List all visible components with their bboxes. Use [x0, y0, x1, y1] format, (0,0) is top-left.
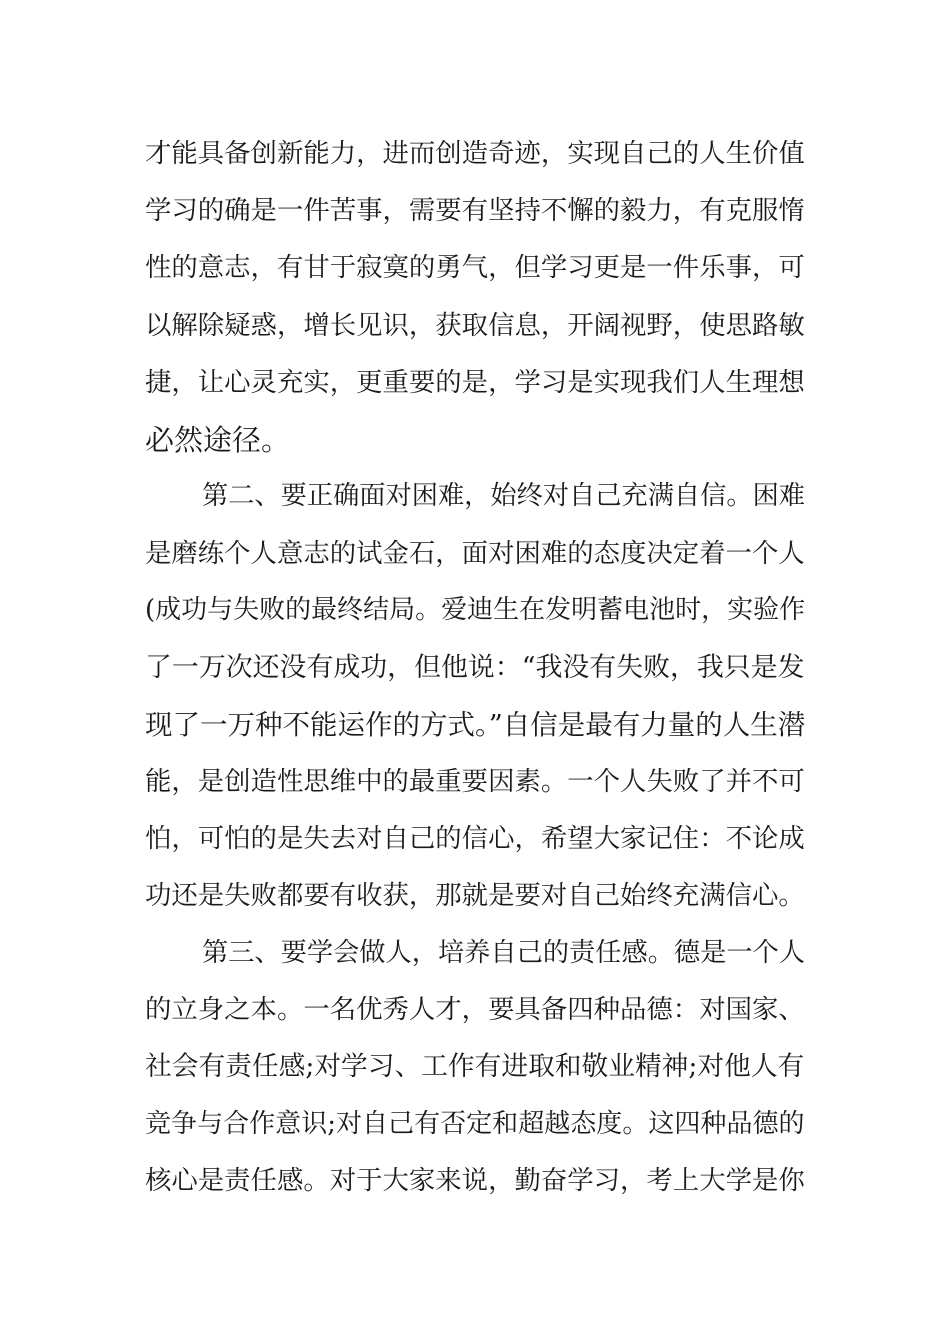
text-line: 了一万次还没有成功，但他说：“我没有失败，我只是发	[145, 652, 805, 683]
text-line: 竞争与合作意识;对自己有否定和超越态度。这四种品德的	[145, 1109, 805, 1139]
text-line: 才能具备创新能力，进而创造奇迹，实现自己的人生价值	[145, 138, 805, 169]
text-line: 必然途径。	[145, 423, 291, 457]
text-line: 性的意志，有甘于寂寞的勇气，但学习更是一件乐事，可	[145, 252, 805, 283]
text-line: 的立身之本。一名优秀人才，要具备四种品德：对国家、	[145, 994, 805, 1025]
text-line: (成功与失败的最终结局。爱迪生在发明蓄电池时，实验作	[145, 595, 806, 625]
text-line: 怕，可怕的是失去对自己的信心，希望大家记住：不论成	[145, 823, 805, 854]
text-line: 核心是责任感。对于大家来说，勤奋学习，考上大学是你	[145, 1165, 805, 1196]
paragraph-first-line: 第三、要学会做人，培养自己的责任感。德是一个人	[202, 938, 806, 968]
text-line: 是磨练个人意志的试金石，面对困难的态度决定着一个人	[145, 538, 805, 569]
text-line: 现了一万种不能运作的方式。”自信是最有力量的人生潜	[145, 709, 806, 741]
text-line: 社会有责任感;对学习、工作有进取和敬业精神;对他人有	[145, 1051, 805, 1082]
text-line: 能，是创造性思维中的最重要因素。一个人失败了并不可	[145, 766, 805, 797]
text-line: 功还是失败都要有收获，那就是要对自己始终充满信心。	[145, 880, 805, 911]
text-line: 捷，让心灵充实，更重要的是，学习是实现我们人生理想	[145, 367, 805, 398]
text-line: 学习的确是一件苦事，需要有坚持不懈的毅力，有克服惰	[145, 195, 805, 226]
paragraph-first-line: 第二、要正确面对困难，始终对自己充满自信。困难	[202, 481, 806, 511]
text-line: 以解除疑惑，增长见识，获取信息，开阔视野，使思路敏	[145, 310, 805, 341]
